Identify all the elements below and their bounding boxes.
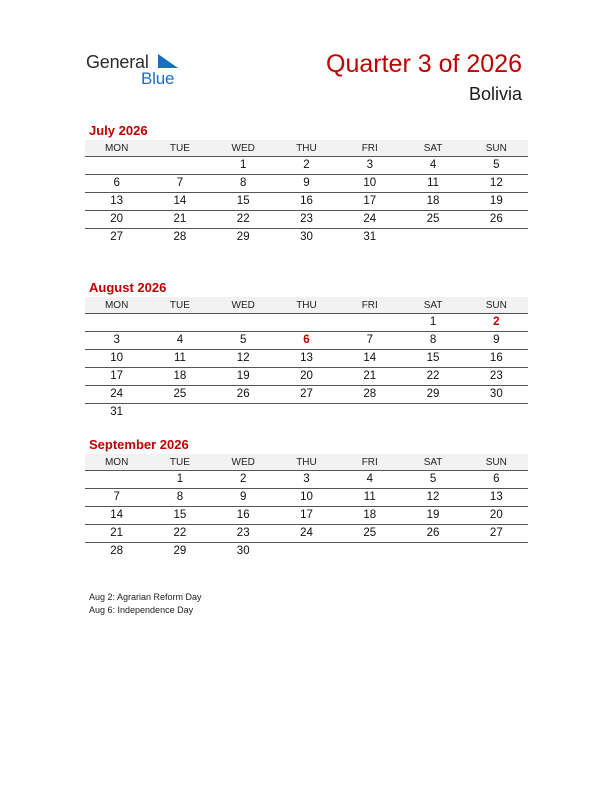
empty-day-cell [85,314,148,331]
day-cell: 29 [173,545,187,557]
day-cell: 19 [426,509,440,521]
week-row [85,368,528,386]
week-row [85,543,528,561]
weekday-label: THU [296,457,317,468]
day-cell: 5 [493,159,500,171]
empty-day-cell [212,314,275,331]
day-cell: 4 [366,473,373,485]
day-cell: 28 [173,231,187,243]
day-cell: 25 [363,527,377,539]
day-cell: 20 [489,509,503,521]
day-cell: 17 [300,509,313,521]
day-cell: 13 [300,352,313,364]
weekday-label: SUN [485,457,507,468]
day-cell: 28 [363,388,377,400]
day-cell: 23 [489,370,503,382]
day-cell: 5 [240,334,247,346]
holiday-note: Aug 2: Agrarian Reform Day [89,592,202,602]
day-cell: 19 [489,195,503,207]
day-cell: 8 [176,491,184,503]
day-cell: 24 [363,213,377,225]
weekday-header-row [85,454,528,471]
day-cell: 17 [110,370,124,382]
day-cell: 29 [426,388,440,400]
weekday-label: SUN [485,300,507,311]
weekday-label: MON [104,457,129,468]
weekday-label: SAT [423,457,443,468]
weekday-label: TUE [169,457,190,468]
day-cell: 17 [363,195,377,207]
day-cell: 3 [366,159,373,171]
day-cell: 4 [429,159,437,171]
day-cell: 26 [426,527,440,539]
day-cell: 8 [240,177,247,189]
weekday-label: TUE [169,300,190,311]
day-cell: 2 [240,473,247,485]
page-title: Quarter 3 of 2026 [326,50,522,78]
day-cell: 21 [110,527,124,539]
day-cell: 29 [236,231,250,243]
day-cell: 21 [173,213,187,225]
weekday-label: THU [296,300,317,311]
day-cell: 9 [303,177,310,189]
week-row [85,489,528,507]
holiday-note: Aug 6: Independence Day [89,604,194,615]
day-cell: 18 [426,195,440,207]
day-cell: 23 [300,213,313,225]
weekday-label: FRI [361,143,378,154]
weekday-label: WED [231,300,255,311]
day-cell: 25 [173,388,187,400]
empty-day-cell [275,314,338,331]
day-cell: 7 [366,334,373,346]
day-cell: 19 [236,370,250,382]
day-cell: 8 [429,334,437,346]
day-cell: 21 [363,370,377,382]
day-cell: 22 [426,370,440,382]
month-name: August 2026 [89,280,167,295]
week-row [85,404,528,422]
day-cell: 6 [113,177,120,189]
day-cell: 20 [110,213,124,225]
weekday-label: WED [231,457,255,468]
day-cell: 22 [173,527,187,539]
day-cell: 30 [236,545,250,557]
empty-day-cell [148,404,211,422]
empty-day-cell [401,229,464,247]
day-cell: 26 [489,213,503,225]
day-cell: 6 [493,473,500,485]
day-cell: 24 [110,388,124,400]
day-cell: 10 [300,491,313,503]
week-row [85,332,528,350]
day-cell: 28 [110,545,124,557]
month-calendar-august [85,279,528,422]
day-cell: 11 [173,352,186,364]
day-cell: 16 [236,509,250,521]
month-calendar-july [85,122,528,247]
day-cell: 13 [110,195,124,207]
day-cell: 1 [176,473,184,485]
day-cell: 14 [173,195,187,207]
empty-day-cell [85,471,148,488]
day-cell: 25 [426,213,440,225]
empty-day-cell [465,543,528,561]
day-cell: 12 [426,491,440,503]
weekday-label: SUN [485,143,507,154]
day-cell: 2 [493,316,500,328]
day-cell: 7 [113,491,120,503]
day-cell: 11 [363,491,376,503]
day-cell: 30 [300,231,313,243]
weekday-label: FRI [361,457,378,468]
empty-day-cell [338,404,401,422]
day-cell: 7 [176,177,184,189]
day-cell: 11 [427,177,440,189]
day-cell: 23 [236,527,250,539]
empty-day-cell [275,543,338,561]
day-cell: 16 [300,195,313,207]
weekday-header-row [85,297,528,314]
week-row [85,314,528,332]
week-row [85,350,528,368]
week-row [85,471,528,489]
week-row [85,229,528,247]
month-name: July 2026 [89,123,148,138]
weekday-header-row [85,140,528,157]
logo-triangle-icon [158,54,180,70]
day-cell: 31 [363,231,377,243]
day-cell: 18 [173,370,187,382]
weekday-label: SAT [423,300,443,311]
weekday-label: MON [104,143,129,154]
empty-day-cell [212,404,275,422]
empty-day-cell [401,543,464,561]
month-calendar-september [85,436,528,561]
weekday-label: THU [296,143,317,154]
empty-day-cell [338,314,401,331]
empty-day-cell [85,157,148,174]
day-cell: 30 [489,388,503,400]
week-row [85,157,528,175]
holiday-notes [89,591,202,616]
week-row [85,211,528,229]
logo-text-blue: Blue [141,69,175,88]
country-name: Bolivia [468,84,522,104]
logo-text-general: General [86,52,149,72]
day-cell: 15 [236,195,250,207]
day-cell: 12 [236,352,250,364]
empty-day-cell [401,404,464,422]
empty-day-cell [338,543,401,561]
day-cell: 18 [363,509,377,521]
week-row [85,386,528,404]
day-cell: 13 [489,491,503,503]
day-cell: 10 [110,352,124,364]
weekday-label: MON [104,300,129,311]
day-cell: 24 [300,527,313,539]
day-cell: 16 [489,352,503,364]
day-cell: 5 [429,473,437,485]
day-cell: 31 [110,406,124,418]
weekday-label: WED [231,143,255,154]
month-name: September 2026 [89,437,189,452]
day-cell: 15 [173,509,187,521]
empty-day-cell [275,404,338,422]
generalblue-logo [86,52,196,92]
empty-day-cell [148,157,211,174]
empty-day-cell [148,314,211,331]
day-cell: 27 [300,388,313,400]
day-cell: 14 [363,352,377,364]
day-cell: 9 [240,491,247,503]
week-row [85,525,528,543]
week-row [85,507,528,525]
day-cell: 1 [240,159,247,171]
day-cell: 20 [300,370,313,382]
week-row [85,193,528,211]
day-cell: 9 [493,334,500,346]
day-cell: 3 [303,473,310,485]
day-cell: 12 [489,177,503,189]
day-cell: 26 [236,388,250,400]
weekday-label: TUE [169,143,190,154]
day-cell: 14 [110,509,124,521]
day-cell: 10 [363,177,377,189]
day-cell: 1 [429,316,437,328]
day-cell: 15 [426,352,440,364]
day-cell: 6 [303,334,310,346]
day-cell: 27 [110,231,124,243]
day-cell: 4 [176,334,184,346]
empty-day-cell [465,404,528,422]
day-cell: 3 [113,334,120,346]
day-cell: 27 [489,527,503,539]
day-cell: 2 [303,159,310,171]
weekday-label: FRI [361,300,378,311]
weekday-label: SAT [423,143,443,154]
day-cell: 22 [236,213,250,225]
week-row [85,175,528,193]
empty-day-cell [465,229,528,247]
